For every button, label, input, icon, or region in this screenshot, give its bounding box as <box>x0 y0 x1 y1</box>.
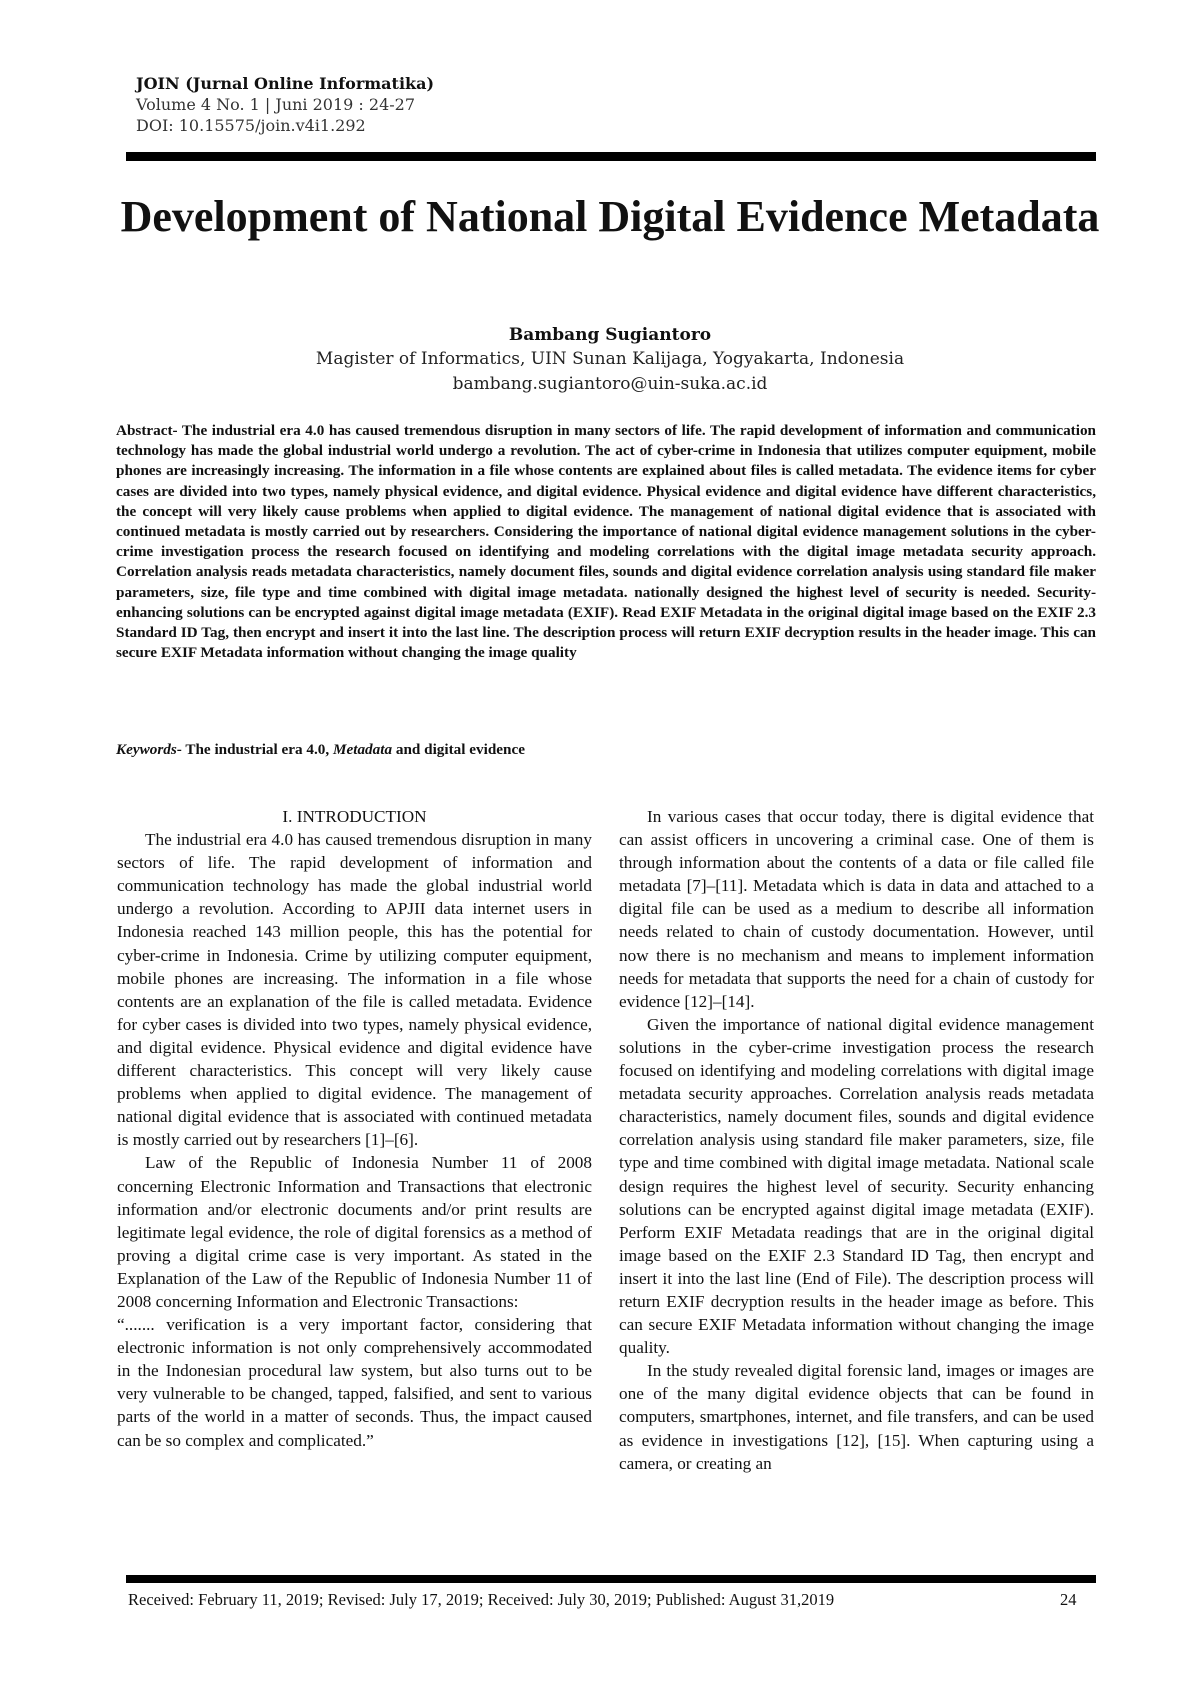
body-column-right <box>619 805 1094 1475</box>
paper-title: Development of National Digital Evidence Metadata <box>120 192 1100 241</box>
keywords-text-1: - The industrial era 4.0, <box>176 741 333 758</box>
body-paragraph: Law of the Republic of Indonesia Number 11 of 2008 concerning Electronic Information and Transactions that electronic information and/or electronic documents and/or print results are legitimate legal evidence, the role of digital forensics as a method of proving a digital crime case is very important. As stated in the Explanation of the Law of the Republic of Indonesia Number 11 of 2008 concerning Information and Electronic Transactions: <box>117 1153 592 1311</box>
keywords <box>116 740 1096 760</box>
abstract-label: Abstract- <box>116 422 178 439</box>
footer-dates: Received: February 11, 2019; Revised: July 17, 2019; Received: July 30, 2019; Published: August 31,2019 <box>128 1590 835 1609</box>
author-name: Bambang Sugiantoro <box>508 325 712 345</box>
body-paragraph: In various cases that occur today, there is digital evidence that can assist officers in uncovering a criminal case. One of them is through information about the contents of a data or file called file metadata [7]–[11]. Metadata which is data in data and attached to a digital file can be used as a medium to describe all information needs related to chain of custody documentation. However, until now there is no mechanism and means to implement information needs for metadata that supports the need for a chain of custody for evidence [12]–[14]. <box>619 807 1094 1011</box>
keywords-text-2: Metadata <box>333 741 393 758</box>
header-divider <box>126 152 1096 161</box>
keywords-label: Keywords <box>116 741 177 758</box>
body-paragraph: In the study revealed digital forensic land, images or images are one of the many digital evidence objects that can be found in computers, smartphones, internet, and file transfers, and can be used as evidence in investigations [12], [15]. When capturing using a camera, or creating an <box>619 1361 1094 1473</box>
author-block <box>120 323 1100 397</box>
keywords-text-3: and digital evidence <box>392 741 525 758</box>
journal-doi: DOI: 10.15575/join.v4i1.292 <box>136 116 366 135</box>
page-number: 24 <box>1060 1590 1077 1609</box>
quote-paragraph: “....... verification is a very important factor, considering that electronic information is not only comprehensively accommodated in the Indonesian procedural law system, but also turns out to be very vulnerable to be changed, tapped, falsified, and sent to various parts of the world in a matter of seconds. Thus, the impact caused can be so complex and complicated.” <box>117 1315 592 1450</box>
body-paragraph: Given the importance of national digital evidence management solutions in the cyber-crime investigation process the research focused on identifying and modeling correlations with digital image metadata security approaches. Correlation analysis reads metadata characteristics, namely document files, sounds and digital evidence correlation analysis using standard file maker parameters, size, file type and time combined with digital image metadata. National scale design requires the highest level of security. Security enhancing solutions can be encrypted against digital image metadata (EXIF). Perform EXIF Metadata readings that are in the original digital image based on the EXIF 2.3 Standard ID Tag, then encrypt and insert it into the last line (End of File). The description process will return EXIF decryption results in the header image as before. This can secure EXIF Metadata information without changing the image quality. <box>619 1014 1094 1358</box>
body-column-left <box>117 805 592 1452</box>
abstract-text: The industrial era 4.0 has caused tremendous disruption in many sectors of life. The rapid development of information and communication technology has made the global industrial world undergo a revolution. The act of cyber-crime in Indonesia that utilizes computer equipment, mobile phones are increasingly increasing. The information in a file whose contents are explained about files is called metadata. The evidence items for cyber cases are divided into two types, namely physical evidence, and digital evidence. Physical evidence and digital evidence have different characteristics, the concept will very likely cause problems when applied to digital evidence. The management of national digital evidence that is associated with continued metadata is mostly carried out by researchers. Considering the importance of national digital evidence management solutions in the cyber-crime investigation process the research focused on identifying and modeling correlations with the digital image metadata security approach. Correlation analysis reads metadata characteristics, namely document files, sounds and digital evidence correlation analysis using standard file maker parameters, size, file type and time combined with digital image metadata. nationally designed the highest level of security is needed. Security-enhancing solutions can be encrypted against digital image metadata (EXIF). Read EXIF Metadata in the original digital image based on the EXIF 2.3 Standard ID Tag, then encrypt and insert it into the last line. The description process will return EXIF decryption results in the header image. This can secure EXIF Metadata information without changing the image quality <box>116 422 1096 662</box>
journal-header <box>136 74 1096 136</box>
footer-divider <box>126 1575 1096 1583</box>
abstract <box>116 421 1096 663</box>
journal-name: JOIN (Jurnal Online Informatika) <box>136 74 435 93</box>
author-email: bambang.sugiantoro@uin-suka.ac.id <box>452 374 768 394</box>
section-heading-introduction: I. INTRODUCTION <box>282 807 427 826</box>
body-paragraph: The industrial era 4.0 has caused tremendous disruption in many sectors of life. The rapid development of information and communication technology has made the global industrial world undergo a revolution. According to APJII data internet users in Indonesia reached 143 million people, this has the potential for cyber-crime in Indonesia. Crime by utilizing computer equipment, mobile phones are increasing. The information in a file whose contents are an explanation of the file is called metadata. Evidence for cyber cases is divided into two types, namely physical evidence, and digital evidence. Physical evidence and digital evidence have different characteristics. This concept will very likely cause problems when applied to digital evidence. The management of national digital evidence that is associated with continued metadata is mostly carried out by researchers [1]–[6]. <box>117 830 592 1150</box>
journal-volume: Volume 4 No. 1 | Juni 2019 : 24-27 <box>136 95 416 114</box>
author-affiliation: Magister of Informatics, UIN Sunan Kalijaga, Yogyakarta, Indonesia <box>315 349 905 369</box>
